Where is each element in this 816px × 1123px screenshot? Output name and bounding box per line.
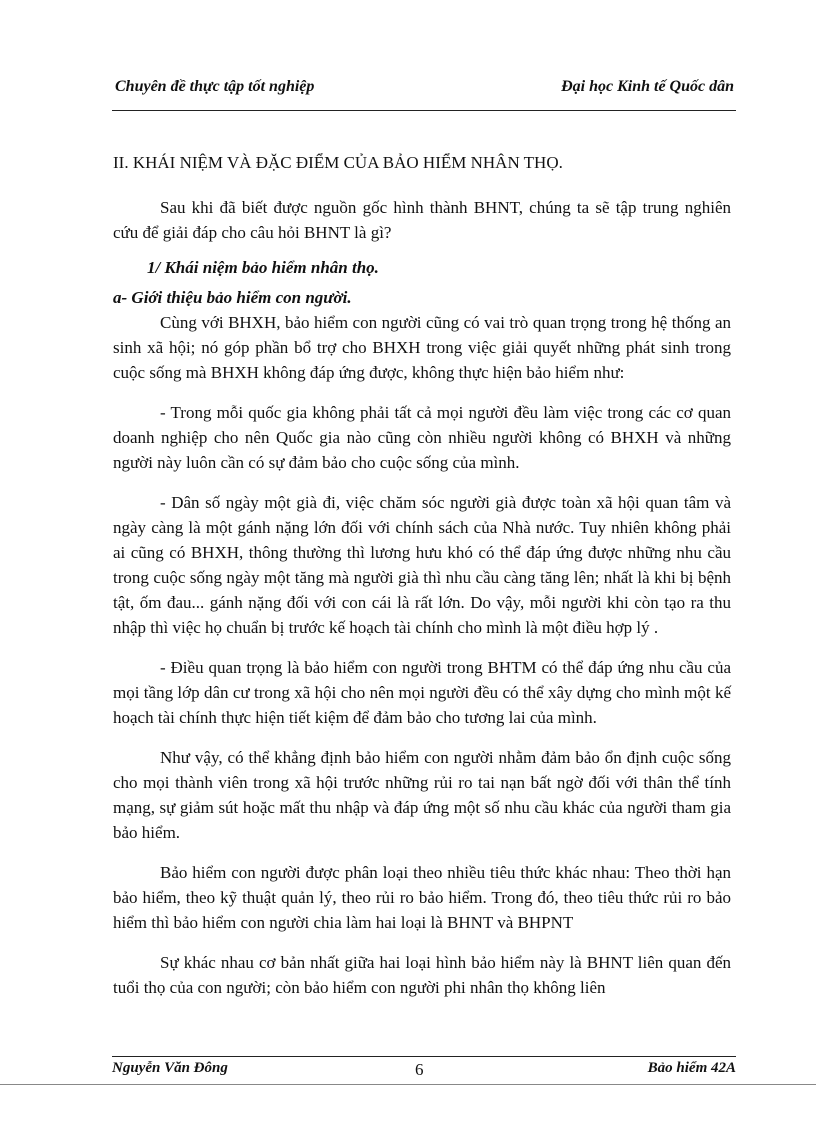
paragraph: Như vậy, có thể khẳng định bảo hiểm con người nhằm đảm bảo ổn định cuộc sống cho mọi thành viên trong xã hội trước những rủi ro tai nạn bất ngờ đối với thân thể tính mạng, sự giảm sút hoặc mất thu nhập và đáp ứng một số nhu cầu khác của người tham gia bảo hiểm.: [113, 748, 731, 842]
document-body: [113, 150, 731, 1000]
page-edge-line: [0, 1084, 816, 1085]
footer-class: Bảo hiểm 42A: [647, 1060, 736, 1076]
page-footer: [112, 1060, 736, 1082]
footer-author: Nguyễn Văn Đông: [112, 1060, 228, 1076]
header-report-title: Chuyên đề thực tập tốt nghiệp: [115, 78, 315, 95]
paragraph: - Dân số ngày một già đi, việc chăm sóc người già được toàn xã hội quan tâm và ngày càng là một gánh nặng lớn đối với chính sách của Nhà nước. Tuy nhiên không phải ai cũng có BHXH, thông thường thì lương hưu khó có thể đáp ứng được những nhu cầu trong cuộc sống ngày một tăng mà người già thì nhu cầu càng tăng lên; nhất là khi bị bệnh tật, ốm đau... gánh nặng đối với con cái là rất lớn. Do vậy, mỗi người khi còn tạo ra thu nhập thì việc họ chuẩn bị trước kế hoạch tài chính cho mình là một điều hợp lý .: [113, 493, 731, 637]
subheading-introduction: a- Giới thiệu bảo hiểm con người.: [113, 288, 352, 307]
paragraph: Sự khác nhau cơ bản nhất giữa hai loại hình bảo hiểm này là BHNT liên quan đến tuổi thọ của con người; còn bảo hiểm con người phi nhân thọ không liên: [113, 953, 731, 997]
paragraph: - Điều quan trọng là bảo hiểm con người trong BHTM có thể đáp ứng nhu cầu của mọi tầng lớp dân cư trong xã hội cho nên mọi người đều có thể xây dựng cho mình một kế hoạch tài chính thực hiện tiết kiệm để đảm bảo cho tương lai của mình.: [113, 658, 731, 727]
section-title: II. KHÁI NIỆM VÀ ĐẶC ĐIỂM CỦA BẢO HIỂM NHÂN THỌ.: [113, 153, 563, 172]
paragraph: Bảo hiểm con người được phân loại theo nhiều tiêu thức khác nhau: Theo thời hạn bảo hiểm, theo kỹ thuật quản lý, theo rủi ro bảo hiểm. Trong đó, theo tiêu thức rủi ro bảo hiểm thì bảo hiểm con người chia làm hai loại là BHNT và BHPNT: [113, 863, 731, 932]
paragraph: - Trong mỗi quốc gia không phải tất cả mọi người đều làm việc trong các cơ quan doanh nghiệp cho nên Quốc gia nào cũng còn nhiều người không có BHXH và những người này luôn cần có sự đảm bảo cho cuộc sống của mình.: [113, 403, 731, 472]
page-header: [112, 78, 736, 102]
paragraph: Cùng với BHXH, bảo hiểm con người cũng có vai trò quan trọng trong hệ thống an sinh xã hội; nó góp phần bổ trợ cho BHXH trong việc giải quyết những phát sinh trong cuộc sống mà BHXH không đáp ứng được, không thực hiện bảo hiểm như:: [113, 313, 731, 382]
header-divider: [112, 110, 736, 111]
subheading-concept: 1/ Khái niệm bảo hiểm nhân thọ.: [147, 258, 379, 277]
intro-paragraph: Sau khi đã biết được nguồn gốc hình thành BHNT, chúng ta sẽ tập trung nghiên cứu để giải đáp cho câu hỏi BHNT là gì?: [113, 198, 731, 242]
footer-divider: [112, 1056, 736, 1057]
header-university: Đại học Kinh tế Quốc dân: [561, 78, 734, 95]
page-number: 6: [415, 1060, 424, 1079]
